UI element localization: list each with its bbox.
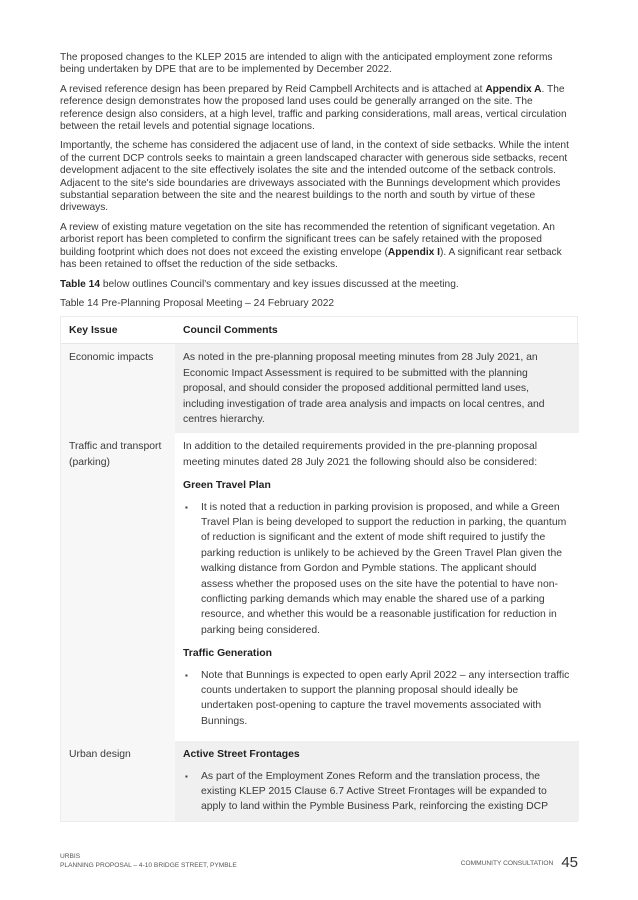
footer-org: URBIS [60, 853, 81, 860]
page-footer [60, 852, 578, 870]
header-council-comments: Council Comments [175, 317, 579, 344]
comments-cell [175, 344, 579, 434]
square-bullet-icon: ▪ [185, 670, 188, 680]
header-key-issue: Key Issue [61, 317, 175, 344]
subheading-active-street-frontages: Active Street Frontages [183, 749, 300, 761]
table-row [61, 344, 579, 434]
paragraph-reference-design [60, 84, 578, 134]
table-row [61, 433, 579, 741]
paragraph-text: below outlines Council's commentary and key issues discussed at the meeting. [100, 278, 459, 290]
paragraph-table-intro [60, 279, 578, 291]
paragraph-text: Importantly, the scheme has considered the adjacent use of land, in the context of side setbacks. While the intent of the current DCP controls seeks to maintain a green landscaped character with generous side setbacks, recent development adjacent to the site effectively isolates the site and the intended outcome of the setback controls. Adjacent to the site's side boundaries are driveways associated with the Bunnings development which provides substantial separation between the site and the nearest buildings to the north and south by virtue of these driveways. [60, 140, 569, 214]
table-14-reference: Table 14 [60, 278, 101, 290]
square-bullet-icon: ▪ [185, 502, 188, 512]
comments-cell [175, 741, 579, 821]
bullet-list [183, 769, 571, 815]
council-comments-table-wrapper [60, 316, 578, 822]
council-comments-table [61, 317, 579, 821]
list-item-text: It is noted that a reduction in parking provision is proposed, and while a Green Travel Plan is being developed to support the reduction in parking, the quantum of reduction is significant and the extent of mode shift required to justify the parking reduction is unlikely to be achieved by the Green Travel Plan given the walking distance from Gordon and Pymble stations. The applicant should assess whether the proposed uses on the site have the potential to have non-conflicting parking demands which may enable the shared use of a parking resource, and whether this would be a reasonable justification for reduction in parking being considered. [201, 501, 567, 636]
table-header-row [61, 317, 579, 344]
paragraph-text: The proposed changes to the KLEP 2015 are intended to align with the anticipated employment zone reforms being undertaken by DPE that are to be implemented by December 2022. [60, 52, 553, 76]
paragraph-vegetation [60, 222, 578, 272]
paragraph-text: ). A significant rear setback has been retained to offset the reduction of the side setbacks. [60, 246, 562, 271]
subheading-traffic-generation: Traffic Generation [183, 648, 272, 660]
comment-text: As noted in the pre-planning proposal meeting minutes from 28 July 2021, an Economic Impact Assessment is required to be submitted with the planning proposal, and should consider the proposed additional permitted land uses, including investigation of trade area analysis and impacts on local centres, and centres hierarchy. [183, 352, 545, 425]
comments-cell [175, 433, 579, 741]
paragraph-text: . The reference design demonstrates how the proposed land uses could be generally arranged on the site. The reference design also considers, at a high level, traffic and parking considerations, mall areas, vertical circulation between the retail levels and potential signage locations. [60, 83, 567, 133]
square-bullet-icon: ▪ [185, 771, 188, 781]
list-item [183, 500, 571, 639]
subheading-green-travel-plan: Green Travel Plan [183, 480, 271, 492]
comment-text: In addition to the detailed requirements provided in the pre-planning proposal meeting minutes dated 28 July 2021 the following should also be considered: [183, 441, 538, 468]
list-item [183, 668, 571, 730]
document-page [60, 52, 578, 822]
footer-document-title: PLANNING PROPOSAL – 4-10 BRIDGE STREET, PYMBLE [60, 862, 237, 869]
page-number: 45 [561, 854, 578, 871]
key-issue-cell: Economic impacts [61, 344, 175, 434]
appendix-i-reference: Appendix I [387, 246, 440, 258]
bullet-list [183, 668, 571, 730]
paragraph-text: A revised reference design has been prepared by Reid Campbell Architects and is attached at [60, 83, 486, 95]
key-issue-cell: Urban design [61, 741, 175, 821]
list-item [183, 769, 571, 815]
appendix-a-reference: Appendix A [485, 83, 542, 95]
table-caption: Table 14 Pre-Planning Proposal Meeting – 24 February 2022 [60, 297, 335, 309]
paragraph-side-setbacks [60, 140, 578, 214]
footer-section-name: COMMUNITY CONSULTATION [460, 860, 554, 867]
table-row [61, 741, 579, 821]
paragraph-text: A review of existing mature vegetation on the site has recommended the retention of significant vegetation. An arborist report has been completed to confirm the significant trees can be safely retained with the proposed building footprint which does not does not exceed the existing envelope ( [60, 221, 555, 258]
key-issue-cell: Traffic and transport (parking) [61, 433, 175, 741]
paragraph-employment-reforms [60, 52, 578, 77]
bullet-list [183, 500, 571, 639]
footer-right [461, 855, 578, 870]
list-item-text: Note that Bunnings is expected to open early April 2022 – any intersection traffic counts undertaken to support the planning proposal should ideally be undertaken post-opening to capture the travel movements associated with Bunnings. [201, 669, 570, 727]
list-item-text: As part of the Employment Zones Reform and the translation process, the existing KLEP 2015 Clause 6.7 Active Street Frontages will be expanded to apply to land within the Pymble Business Park, reinforcing the existing DCP [201, 770, 549, 813]
